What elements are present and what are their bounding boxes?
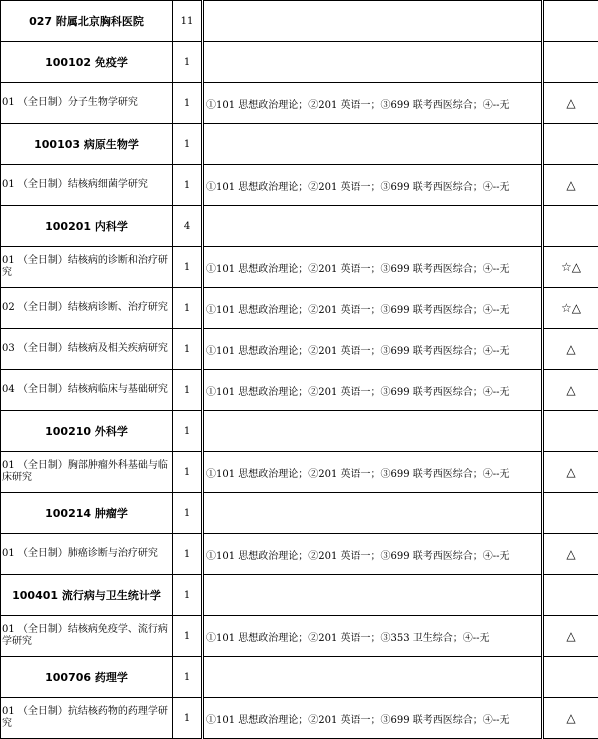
table-row — [1, 370, 598, 411]
research-direction: 01 （全日制）肺癌诊断与治疗研究 — [1, 534, 173, 575]
research-direction: 01 （全日制）结核病的诊断和治疗研究 — [1, 247, 173, 288]
major-name: 100401 流行病与卫生统计学 — [1, 575, 173, 616]
table-row — [1, 616, 598, 657]
exam-subjects: ①101 思想政治理论；②201 英语一；③699 联考西医综合；④--无 — [203, 698, 543, 739]
table-row — [1, 534, 598, 575]
enrollment-count: 1 — [173, 411, 203, 452]
enrollment-count: 4 — [173, 206, 203, 247]
exam-subjects: ①101 思想政治理论；②201 英语一；③699 联考西医综合；④--无 — [203, 288, 543, 329]
table-row — [1, 698, 598, 739]
table-row — [1, 42, 598, 83]
exam-subjects — [203, 493, 543, 534]
remark-mark — [543, 657, 598, 698]
enrollment-count: 1 — [173, 616, 203, 657]
exam-subjects: ①101 思想政治理论；②201 英语一；③699 联考西医综合；④--无 — [203, 329, 543, 370]
enrollment-count: 1 — [173, 83, 203, 124]
table-row — [1, 124, 598, 165]
remark-mark: △ — [543, 83, 598, 124]
research-direction: 02 （全日制）结核病诊断、治疗研究 — [1, 288, 173, 329]
major-name: 100103 病原生物学 — [1, 124, 173, 165]
enrollment-count: 1 — [173, 534, 203, 575]
exam-subjects: ①101 思想政治理论；②201 英语一；③699 联考西医综合；④--无 — [203, 370, 543, 411]
major-name: 100102 免疫学 — [1, 42, 173, 83]
remark-mark — [543, 124, 598, 165]
research-direction: 04 （全日制）结核病临床与基础研究 — [1, 370, 173, 411]
remark-mark — [543, 206, 598, 247]
exam-subjects: ①101 思想政治理论；②201 英语一；③699 联考西医综合；④--无 — [203, 83, 543, 124]
exam-subjects: ①101 思想政治理论；②201 英语一；③353 卫生综合；④--无 — [203, 616, 543, 657]
table-row — [1, 1, 598, 42]
remark-mark: ☆△ — [543, 247, 598, 288]
major-name: 100706 药理学 — [1, 657, 173, 698]
research-direction: 01 （全日制）结核病细菌学研究 — [1, 165, 173, 206]
exam-subjects — [203, 42, 543, 83]
table-row — [1, 83, 598, 124]
enrollment-count: 1 — [173, 329, 203, 370]
table-row — [1, 206, 598, 247]
enrollment-count: 1 — [173, 698, 203, 739]
exam-subjects: ①101 思想政治理论；②201 英语一；③699 联考西医综合；④--无 — [203, 165, 543, 206]
research-direction: 01 （全日制）结核病免疫学、流行病学研究 — [1, 616, 173, 657]
remark-mark — [543, 575, 598, 616]
table-row — [1, 165, 598, 206]
remark-mark — [543, 411, 598, 452]
major-name: 100201 内科学 — [1, 206, 173, 247]
enrollment-count: 1 — [173, 575, 203, 616]
research-direction: 01 （全日制）胸部肿瘤外科基础与临床研究 — [1, 452, 173, 493]
exam-subjects: ①101 思想政治理论；②201 英语一；③699 联考西医综合；④--无 — [203, 452, 543, 493]
remark-mark: △ — [543, 165, 598, 206]
table-body — [1, 1, 598, 739]
table-row — [1, 657, 598, 698]
remark-mark — [543, 42, 598, 83]
enrollment-count: 1 — [173, 452, 203, 493]
exam-subjects — [203, 206, 543, 247]
remark-mark — [543, 1, 598, 42]
enrollment-count: 1 — [173, 657, 203, 698]
exam-subjects — [203, 575, 543, 616]
exam-subjects: ①101 思想政治理论；②201 英语一；③699 联考西医综合；④--无 — [203, 534, 543, 575]
remark-mark — [543, 493, 598, 534]
enrollment-count: 1 — [173, 247, 203, 288]
table-row — [1, 575, 598, 616]
remark-mark: △ — [543, 534, 598, 575]
enrollment-count: 1 — [173, 124, 203, 165]
enrollment-count: 11 — [173, 1, 203, 42]
exam-subjects — [203, 1, 543, 42]
remark-mark: △ — [543, 452, 598, 493]
enrollment-count: 1 — [173, 493, 203, 534]
remark-mark: △ — [543, 616, 598, 657]
major-name: 100214 肿瘤学 — [1, 493, 173, 534]
enrollment-count: 1 — [173, 165, 203, 206]
research-direction: 03 （全日制）结核病及相关疾病研究 — [1, 329, 173, 370]
exam-subjects — [203, 411, 543, 452]
remark-mark: △ — [543, 698, 598, 739]
table-row — [1, 411, 598, 452]
research-direction: 01 （全日制）抗结核药物的药理学研究 — [1, 698, 173, 739]
table-row — [1, 247, 598, 288]
exam-subjects: ①101 思想政治理论；②201 英语一；③699 联考西医综合；④--无 — [203, 247, 543, 288]
major-name: 100210 外科学 — [1, 411, 173, 452]
table-row — [1, 329, 598, 370]
remark-mark: ☆△ — [543, 288, 598, 329]
table-row — [1, 452, 598, 493]
enrollment-count: 1 — [173, 370, 203, 411]
table-row — [1, 493, 598, 534]
research-direction: 01 （全日制）分子生物学研究 — [1, 83, 173, 124]
exam-subjects — [203, 657, 543, 698]
enrollment-count: 1 — [173, 42, 203, 83]
remark-mark: △ — [543, 370, 598, 411]
exam-subjects — [203, 124, 543, 165]
enrollment-count: 1 — [173, 288, 203, 329]
remark-mark: △ — [543, 329, 598, 370]
institution-name: 027 附属北京胸科医院 — [1, 1, 173, 42]
table-row — [1, 288, 598, 329]
